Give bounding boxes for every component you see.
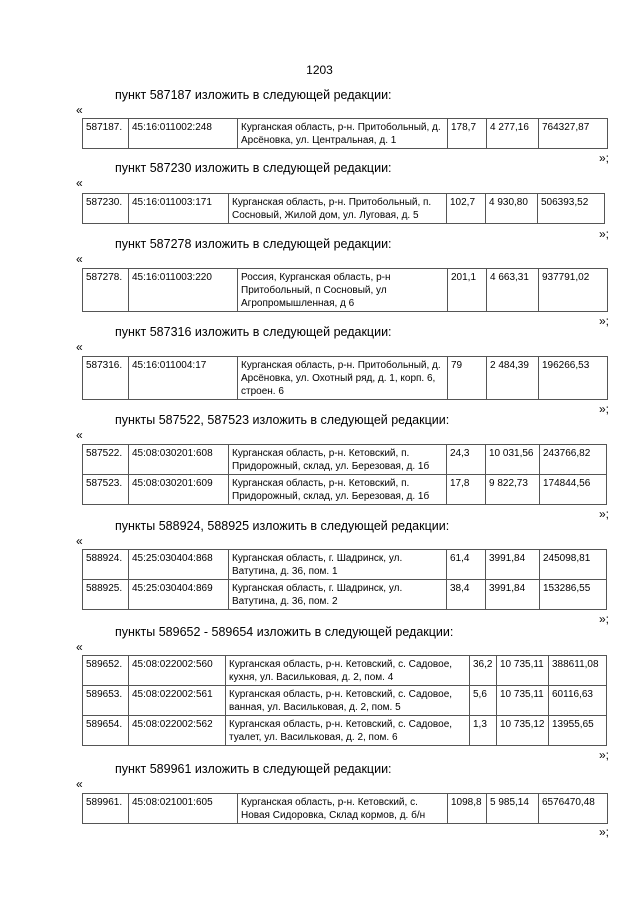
value-cell: 153286,55 bbox=[540, 580, 607, 610]
area-cell: 5,6 bbox=[470, 686, 497, 716]
item-number-cell: 587523. bbox=[83, 475, 129, 505]
item-number-cell: 587316. bbox=[83, 357, 129, 400]
registry-table bbox=[82, 793, 608, 824]
cadastral-number-cell: 45:08:022002:560 bbox=[129, 656, 226, 686]
address-cell: Курганская область, р-н. Кетовский, с. Садовое, туалет, ул. Васильковая, д. 2, пом. 6 bbox=[226, 716, 470, 746]
table-row bbox=[83, 580, 607, 610]
area-cell: 61,4 bbox=[447, 550, 486, 580]
item-number-cell: 587278. bbox=[83, 269, 129, 312]
section-heading: пункты 589652 - 589654 изложить в следующей редакции: bbox=[115, 625, 454, 639]
closing-quote: »; bbox=[598, 151, 609, 165]
item-number-cell: 587187. bbox=[83, 119, 129, 149]
value-cell: 243766,82 bbox=[540, 445, 607, 475]
section-heading: пункты 587522, 587523 изложить в следующей редакции: bbox=[115, 413, 450, 427]
rate-cell: 10 031,56 bbox=[486, 445, 540, 475]
address-cell: Курганская область, р-н. Кетовский, п. Придорожный, склад, ул. Березовая, д. 1б bbox=[229, 475, 447, 505]
closing-quote: »; bbox=[598, 227, 609, 241]
closing-quote: »; bbox=[598, 314, 609, 328]
cadastral-number-cell: 45:25:030404:869 bbox=[129, 580, 229, 610]
rate-cell: 3991,84 bbox=[486, 580, 540, 610]
rate-cell: 3991,84 bbox=[486, 550, 540, 580]
value-cell: 506393,52 bbox=[538, 194, 605, 224]
closing-quote: »; bbox=[598, 612, 609, 626]
table-row bbox=[83, 194, 605, 224]
section-heading: пункт 587278 изложить в следующей редакции: bbox=[115, 237, 392, 251]
opening-quote: « bbox=[76, 252, 83, 266]
cadastral-number-cell: 45:08:022002:562 bbox=[129, 716, 226, 746]
address-cell: Курганская область, р-н. Кетовский, п. Придорожный, склад, ул. Березовая, д. 1б bbox=[229, 445, 447, 475]
rate-cell: 10 735,11 bbox=[497, 686, 549, 716]
opening-quote: « bbox=[76, 103, 83, 117]
item-number-cell: 587522. bbox=[83, 445, 129, 475]
value-cell: 245098,81 bbox=[540, 550, 607, 580]
closing-quote: »; bbox=[598, 748, 609, 762]
rate-cell: 2 484,39 bbox=[487, 357, 539, 400]
registry-table bbox=[82, 356, 608, 400]
registry-table bbox=[82, 444, 607, 505]
section-heading: пункт 587230 изложить в следующей редакции: bbox=[115, 161, 392, 175]
area-cell: 17,8 bbox=[447, 475, 486, 505]
address-cell: Курганская область, р-н. Притобольный, д. Арсёновка, ул. Охотный ряд, д. 1, корп. 6, строен. 6 bbox=[238, 357, 448, 400]
item-number-cell: 588924. bbox=[83, 550, 129, 580]
address-cell: Курганская область, г. Шадринск, ул. Ватутина, д. 36, пом. 2 bbox=[229, 580, 447, 610]
area-cell: 1098,8 bbox=[448, 794, 487, 824]
table-row bbox=[83, 269, 608, 312]
cadastral-number-cell: 45:08:030201:608 bbox=[129, 445, 229, 475]
value-cell: 174844,56 bbox=[540, 475, 607, 505]
cadastral-number-cell: 45:16:011003:171 bbox=[129, 194, 229, 224]
cadastral-number-cell: 45:08:030201:609 bbox=[129, 475, 229, 505]
address-cell: Курганская область, р-н. Кетовский, с. Новая Сидоровка, Склад кормов, д. б/н bbox=[238, 794, 448, 824]
opening-quote: « bbox=[76, 176, 83, 190]
closing-quote: »; bbox=[598, 507, 609, 521]
section-heading: пункт 589961 изложить в следующей редакции: bbox=[115, 762, 392, 776]
area-cell: 24,3 bbox=[447, 445, 486, 475]
address-cell: Курганская область, г. Шадринск, ул. Ватутина, д. 36, пом. 1 bbox=[229, 550, 447, 580]
value-cell: 937791,02 bbox=[539, 269, 608, 312]
opening-quote: « bbox=[76, 428, 83, 442]
value-cell: 60116,63 bbox=[549, 686, 607, 716]
registry-table bbox=[82, 118, 608, 149]
area-cell: 178,7 bbox=[448, 119, 487, 149]
opening-quote: « bbox=[76, 777, 83, 791]
table-row bbox=[83, 794, 608, 824]
item-number-cell: 587230. bbox=[83, 194, 129, 224]
rate-cell: 4 930,80 bbox=[486, 194, 538, 224]
area-cell: 1,3 bbox=[470, 716, 497, 746]
table-row bbox=[83, 119, 608, 149]
table-row bbox=[83, 686, 607, 716]
table-row bbox=[83, 716, 607, 746]
section-heading: пункты 588924, 588925 изложить в следующей редакции: bbox=[115, 519, 450, 533]
closing-quote: »; bbox=[598, 825, 609, 839]
area-cell: 38,4 bbox=[447, 580, 486, 610]
opening-quote: « bbox=[76, 340, 83, 354]
table-row bbox=[83, 550, 607, 580]
table-row bbox=[83, 475, 607, 505]
registry-table bbox=[82, 268, 608, 312]
address-cell: Курганская область, р-н. Притобольный, д. Арсёновка, ул. Центральная, д. 1 bbox=[238, 119, 448, 149]
closing-quote: »; bbox=[598, 402, 609, 416]
area-cell: 102,7 bbox=[447, 194, 486, 224]
cadastral-number-cell: 45:16:011003:220 bbox=[129, 269, 238, 312]
registry-table bbox=[82, 193, 605, 224]
value-cell: 196266,53 bbox=[539, 357, 608, 400]
address-cell: Курганская область, р-н. Кетовский, с. Садовое, кухня, ул. Васильковая, д. 2, пом. 4 bbox=[226, 656, 470, 686]
address-cell: Россия, Курганская область, р-н Притобольный, п Сосновый, ул Агропромышленная, д 6 bbox=[238, 269, 448, 312]
item-number-cell: 589961. bbox=[83, 794, 129, 824]
area-cell: 79 bbox=[448, 357, 487, 400]
address-cell: Курганская область, р-н. Кетовский, с. Садовое, ванная, ул. Васильковая, д. 2, пом. 5 bbox=[226, 686, 470, 716]
area-cell: 201,1 bbox=[448, 269, 487, 312]
registry-table bbox=[82, 549, 607, 610]
table-row bbox=[83, 445, 607, 475]
rate-cell: 4 277,16 bbox=[487, 119, 539, 149]
opening-quote: « bbox=[76, 534, 83, 548]
value-cell: 388611,08 bbox=[549, 656, 607, 686]
rate-cell: 10 735,11 bbox=[497, 656, 549, 686]
cadastral-number-cell: 45:16:011002:248 bbox=[129, 119, 238, 149]
address-cell: Курганская область, р-н. Притобольный, п. Сосновый, Жилой дом, ул. Луговая, д. 5 bbox=[229, 194, 447, 224]
table-row bbox=[83, 357, 608, 400]
registry-table bbox=[82, 655, 607, 746]
area-cell: 36,2 bbox=[470, 656, 497, 686]
rate-cell: 4 663,31 bbox=[487, 269, 539, 312]
rate-cell: 10 735,12 bbox=[497, 716, 549, 746]
cadastral-number-cell: 45:08:021001:605 bbox=[129, 794, 238, 824]
value-cell: 764327,87 bbox=[539, 119, 608, 149]
item-number-cell: 589653. bbox=[83, 686, 129, 716]
cadastral-number-cell: 45:08:022002:561 bbox=[129, 686, 226, 716]
section-heading: пункт 587187 изложить в следующей редакции: bbox=[115, 88, 392, 102]
rate-cell: 9 822,73 bbox=[486, 475, 540, 505]
value-cell: 6576470,48 bbox=[539, 794, 608, 824]
item-number-cell: 588925. bbox=[83, 580, 129, 610]
section-heading: пункт 587316 изложить в следующей редакции: bbox=[115, 325, 392, 339]
rate-cell: 5 985,14 bbox=[487, 794, 539, 824]
item-number-cell: 589654. bbox=[83, 716, 129, 746]
value-cell: 13955,65 bbox=[549, 716, 607, 746]
opening-quote: « bbox=[76, 640, 83, 654]
cadastral-number-cell: 45:25:030404:868 bbox=[129, 550, 229, 580]
item-number-cell: 589652. bbox=[83, 656, 129, 686]
page-number: 1203 bbox=[306, 63, 333, 77]
cadastral-number-cell: 45:16:011004:17 bbox=[129, 357, 238, 400]
table-row bbox=[83, 656, 607, 686]
